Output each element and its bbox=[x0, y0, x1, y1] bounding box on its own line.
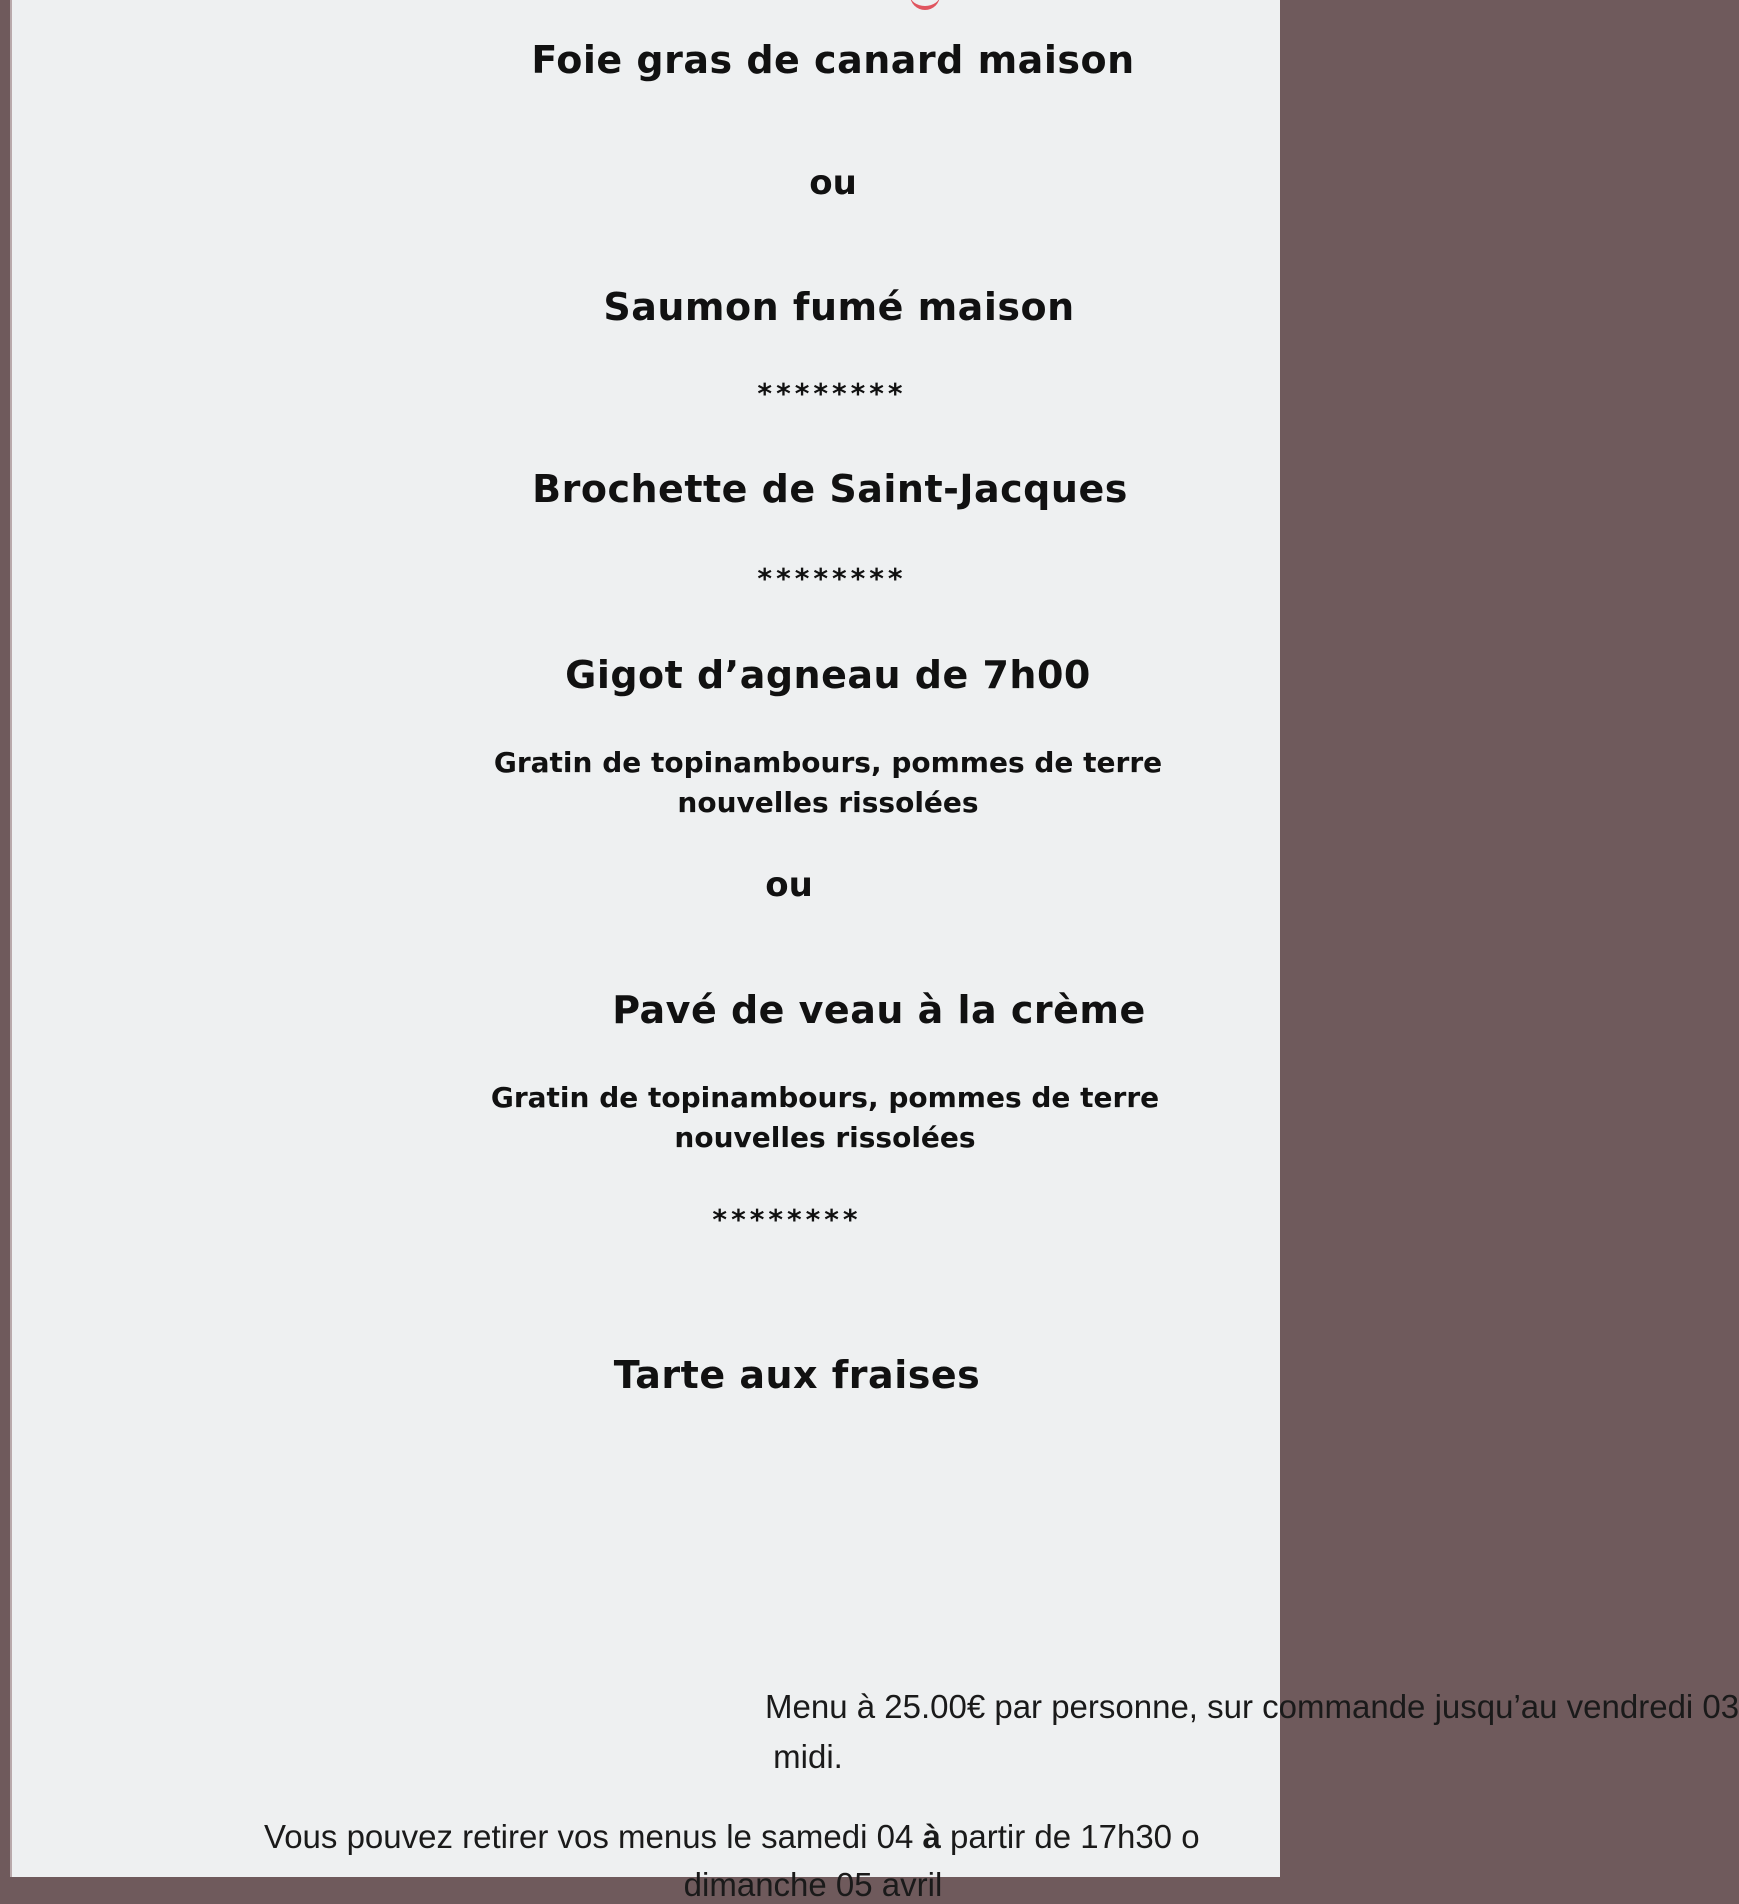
dessert: Tarte aux fraises bbox=[613, 1353, 981, 1397]
price-line-2: midi. bbox=[773, 1738, 843, 1775]
main-course-2: Pavé de veau à la crème bbox=[612, 988, 1146, 1032]
main-2-side-line2: nouvelles rissolées bbox=[674, 1121, 976, 1154]
menu-page bbox=[10, 0, 1739, 1903]
pickup-line-2: dimanche 05 avril bbox=[683, 1866, 943, 1903]
pickup-line-1-start: Vous pouvez retirer vos menus le samedi 04 bbox=[264, 1818, 923, 1855]
separator-2: ******** bbox=[757, 562, 907, 595]
starter-saumon: Saumon fumé maison bbox=[603, 285, 1075, 329]
or-label-1: ou bbox=[809, 163, 857, 203]
pickup-line-1 bbox=[264, 1818, 1200, 1856]
separator-3: ******** bbox=[712, 1203, 862, 1236]
separator-1: ******** bbox=[757, 377, 907, 410]
main-course-1: Gigot d’agneau de 7h00 bbox=[565, 653, 1091, 697]
starter-foie-gras: Foie gras de canard maison bbox=[531, 38, 1135, 82]
red-decoration bbox=[910, 0, 940, 10]
page-edge bbox=[10, 0, 12, 1877]
main-1-side-line2: nouvelles rissolées bbox=[677, 786, 979, 819]
price-line-1: Menu à 25.00€ par personne, sur commande jusqu’au vendredi 03 bbox=[765, 1688, 1739, 1725]
pickup-line-1-bold: à bbox=[922, 1818, 941, 1855]
main-2-side-line1: Gratin de topinambours, pommes de terre bbox=[490, 1081, 1160, 1114]
main-1-side-line1: Gratin de topinambours, pommes de terre bbox=[493, 746, 1163, 779]
fish-course: Brochette de Saint-Jacques bbox=[532, 467, 1128, 511]
pickup-line-1-end: partir de 17h30 o bbox=[940, 1818, 1200, 1855]
or-label-2: ou bbox=[765, 865, 813, 905]
